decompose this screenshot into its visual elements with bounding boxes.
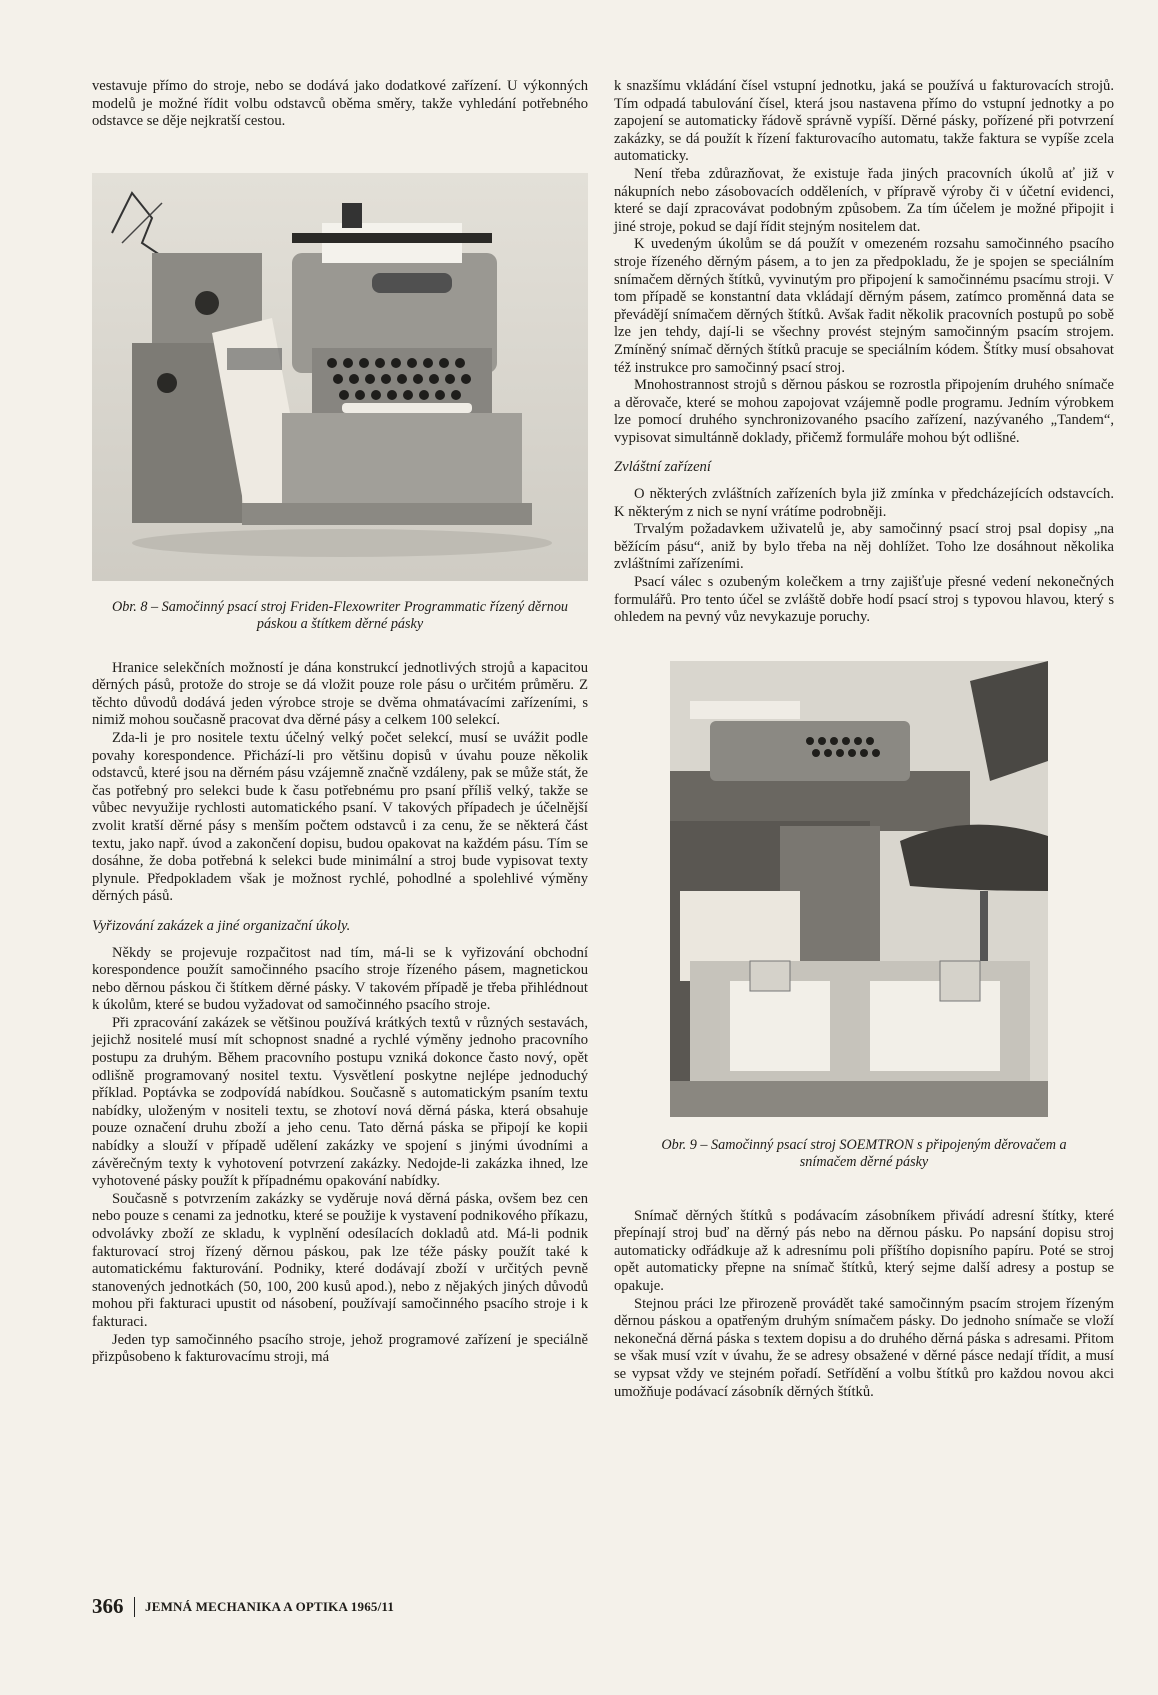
paragraph: Mnohostrannost strojů s děrnou páskou se rozrostla připojením druhého snímače a děrovače, které se mohou zapojovat vzájemně podle programu. Jedním výrobkem lze pomocí druhého synchronizovaného psacího zařízení, nazývaného „Tandem“, vypisovat simultánně doklady, přičemž formuláře mohou být odlišné. (614, 377, 1114, 446)
paragraph: K uvedeným úkolům se dá použít v omezeném rozsahu samočinného psacího stroje řízeného děrným pásem, a to jen za předpokladu, že je spojen se speciálním snímačem děrných štítků, vyvinutým pro připojení k samočinnému psacímu stroji. V tom případě se konstantní data vkládají děrným pásem, zatímco proměnná data se převádějí snímačem děrných štítků. Avšak řadit několik pracovních postupů po sobě lze jen tehdy, dají-li se všechny provést stejným samočinným psacím strojem. Zmíněný snímač děrných štítků pracuje se speciálním kódem. Štítky musí obsahovat též instrukce pro samočinný psací stroj. (614, 236, 1114, 376)
page-footer (92, 1594, 394, 1619)
journal-title: JEMNÁ MECHANIKA A OPTIKA 1965/11 (145, 1598, 395, 1614)
figure-9-caption: Obr. 9 – Samočinný psací stroj SOEMTRON s připojeným děrovačem a snímačem děrné pásky (661, 1136, 1067, 1171)
paragraph: Hranice selekčních možností je dána konstrukcí jednotlivých strojů a kapacitou děrných pásů, protože do stroje se dá vložit pouze role pásu o určitém průměru. Z těchto důvodů dodává jeden výrobce stroje se dvěma ohmatávacími zařízeními, s nimiž mohou současně pracovat dva děrné pásy a celkem 100 selekcí. (92, 659, 588, 729)
paragraph: Stejnou práci lze přirozeně provádět také samočinným psacím strojem řízeným děrnou páskou a opatřeným druhým snímačem pásky. Do jednoho snímače se vloží nekonečná děrná páska s textem dopisu a do druhého děrná páska s adresami. Přitom se však musí vzít v úvahu, že se adresy obsažené v děrné pásce nedají třídit, a musí se vypsat vždy ve stejném pořadí. Setřídění a volbu štítků pro každou novou akci umožňuje podávací zásobník děrných štítků. (614, 1295, 1114, 1400)
paragraph: k snazšímu vkládání čísel vstupní jednotku, jaká se používá u fakturovacích strojů. Tím odpadá tabulování čísel, která jsou nastavena přímo do vstupní jednotky a po zapojení se automaticky řádově správně vypíší. Děrné pásky, pořízené při potvrzení zakázky, se dá použít k řízení fakturovacího automatu, takže faktura se vypíše zcela automaticky. (614, 78, 1114, 165)
figure-8-caption: Obr. 8 – Samočinný psací stroj Friden-Flexowriter Programmatic řízený děrnou páskou a štítkem děrné pásky (111, 598, 569, 633)
paragraph: Snímač děrných štítků s podávacím zásobníkem přivádí adresní štítky, které přepínají stroj buď na děrný pás nebo na děrnou pásku. Po napsání dopisu stroj automaticky odřádkuje až k adresnímu poli příštího dopisního papíru. Poté se stroj opět automaticky přepne na snímač štítků, který sejme další adresy a postup se opakuje. (614, 1207, 1114, 1294)
right-column (614, 78, 1114, 1401)
paragraph: Trvalým požadavkem uživatelů je, aby samočinný psací stroj psal dopisy „na běžícím pásu“, aniž by bylo třeba na něj dohlížet. Toho lze dosáhnout několika zvláštními zařízeními. (614, 521, 1114, 573)
section-heading: Zvláštní zařízení (614, 459, 711, 476)
section-heading: Vyřizování zakázek a jiné organizační úkoly. (92, 917, 351, 934)
figure-9-photo (670, 661, 1048, 1117)
paragraph: Při zpracování zakázek se většinou používá krátkých textů v různých sestavách, jejichž nositelé musí mít schopnost snadné a rychlé výměny jednoho pracovního postupu za druhým. Během pracovního postupu vzniká dokonce často nový, opět odlišně programovaný nositel textu. Vysvětlení poskytne nejlépe jednoduchý příklad. Poptávka se zodpovídá nabídkou. Současně s automatickým psaním textu nabídky, uloženým v nositeli textu, se zhotoví nová děrná páska, která obsahuje pouze označení druhu zboží a jeho cenu. Tato děrná páska se připojí ke kopii nabídky a slouží v případě udělení zakázky ve spojení s jinými úvodními a závěrečným texty k vyhotovení potvrzení zakázky. Nedojde-li zakázka ihned, lze vyhotovené pásky použít k případnému opakování nabídky. (92, 1014, 588, 1190)
paragraph: Současně s potvrzením zakázky se vyděruje nová děrná páska, ovšem bez cen nebo pouze s cenami za jednotku, které se použije k vystavení podnikového příkazu, odvolávky zboží ze skladu, k vyplnění odesílacích dokladů atd. Má-li podnik fakturovací stroj řízený děrnou páskou, pak lze téže pásky použít také k automatickému fakturování. Podniky, které dodávají zboží v určitých pevně stanovených jednotkách (50, 100, 200 kusů apod.), nebo z nějakých jiných důvodů mohou při fakturaci upustit od násobení, používají samočinného psacího stroje i k fakturaci. (92, 1190, 588, 1330)
paragraph: Jeden typ samočinného psacího stroje, jehož programové zařízení je speciálně přizpůsobeno k fakturovacímu stroji, má (92, 1331, 588, 1366)
paragraph-intro: vestavuje přímo do stroje, nebo se dodává jako dodatkové zařízení. U výkonných modelů je možné řídit volbu odstavců oběma směry, takže vyhledání potřebného odstavce se děje nejkratší cestou. (92, 78, 588, 130)
paragraph: Není třeba zdůrazňovat, že existuje řada jiných pracovních úkolů ať již v nákupních nebo zásobovacích odděleních, v přípravě výroby či v účetní evidenci, které se dají zpracovávat podobným způsobem. Za tím účelem je možné připojit i jiné stroje, pokud se dají řídit stejným nositelem dat. (614, 165, 1114, 235)
paragraph: O některých zvláštních zařízeních byla již zmínka v předcházejících odstavcích. K některým z nich se nyní vrátíme podrobněji. (614, 486, 1114, 520)
paragraph: Psací válec s ozubeným kolečkem a trny zajišťuje přesné vedení nekonečných formulářů. Pro tento účel se zvláště dobře hodí psací stroj s typovou hlavou, který s ohledem na pevný vůz nevykazuje poruchy. (614, 574, 1114, 626)
figure-8-photo (92, 173, 588, 581)
page-number: 366 (92, 1594, 124, 1618)
paragraph: Zda-li je pro nositele textu účelný velký počet selekcí, musí se uvážit podle povahy korespondence. Přichází-li pro většinu dopisů v úvahu pouze několik odstavců, které jsou na děrném pásu vzájemně značně vzdáleny, pak se může stát, že čas potřebný pro selekci bude k času potřebnému pro psaní příliš velký, takže se vůbec nevyužije rychlosti automatického psaní. V takových případech je účelnější zvolit kratší děrné pásy s menším počtem odstavců i za cenu, že se některá část textu, jako např. úvod a zakončení dopisu, budou opakovat na každém pásu. Tím se dosáhne, že doba potřebná k selekci bude minimální a stroj bude vypisovat texty plynule. Předpokladem však je možnost rychlé, pohodlné a spolehlivé výměny děrných pásů. (92, 729, 588, 905)
paragraph: Někdy se projevuje rozpačitost nad tím, má-li se k vyřizování obchodní korespondence použít samočinného psacího stroje řízeného pásem, magnetickou nebo děrnou páskou či štítkem děrné pásky. V takovém případě je třeba přihlédnout k úkolům, které se budou vyžadovat od samočinného psacího stroje. (92, 944, 588, 1014)
footer-divider (134, 1597, 136, 1617)
left-column (92, 78, 588, 1367)
